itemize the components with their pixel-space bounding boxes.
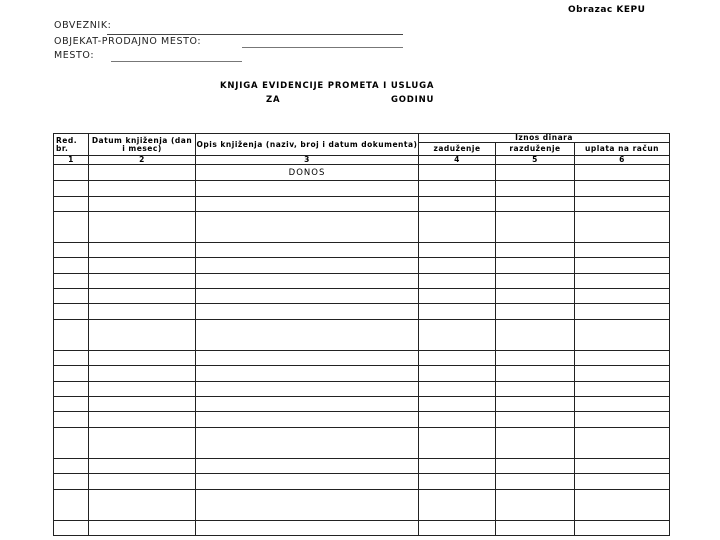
cell[interactable] (419, 243, 496, 258)
taxpayer-label: OBVEZNIK: (54, 20, 112, 31)
year-label: GODINU (391, 95, 435, 105)
cell[interactable] (419, 382, 496, 397)
cell[interactable] (575, 212, 670, 243)
cell[interactable] (196, 459, 419, 474)
cell[interactable] (496, 397, 575, 412)
cell[interactable] (496, 258, 575, 274)
cell[interactable] (575, 351, 670, 366)
place-label: MESTO: (54, 50, 95, 61)
cell[interactable] (196, 212, 419, 243)
cell[interactable] (419, 258, 496, 274)
table-row (54, 382, 670, 397)
table-row (54, 197, 670, 212)
cell[interactable] (575, 165, 670, 181)
table-row (54, 521, 670, 536)
cell[interactable] (575, 274, 670, 289)
cell[interactable] (196, 289, 419, 304)
cell[interactable] (196, 351, 419, 366)
cell[interactable] (196, 412, 419, 428)
cell[interactable] (575, 474, 670, 490)
cell[interactable] (419, 366, 496, 382)
cell[interactable] (196, 428, 419, 459)
cell[interactable] (89, 428, 196, 459)
header-credit: razduženje (496, 143, 575, 156)
cell[interactable] (419, 351, 496, 366)
table-row (54, 490, 670, 521)
cell[interactable] (196, 397, 419, 412)
cell[interactable] (89, 165, 196, 181)
cell[interactable] (89, 274, 196, 289)
table-row (54, 258, 670, 274)
cell[interactable] (575, 289, 670, 304)
table-row (54, 428, 670, 459)
cell[interactable] (496, 212, 575, 243)
cell[interactable] (54, 258, 89, 274)
cell[interactable] (89, 197, 196, 212)
cell[interactable] (575, 412, 670, 428)
cell[interactable] (196, 274, 419, 289)
cell[interactable] (575, 397, 670, 412)
header-no: Red. br. (54, 134, 89, 156)
header-date: Datum knjiženja (dan i mesec) (89, 134, 196, 156)
premises-input-line[interactable] (242, 47, 403, 48)
cell[interactable] (196, 320, 419, 351)
cell[interactable] (575, 382, 670, 397)
cell[interactable] (496, 382, 575, 397)
cell[interactable] (54, 289, 89, 304)
cell[interactable] (89, 304, 196, 320)
cell[interactable] (496, 320, 575, 351)
header-debit: zaduženje (419, 143, 496, 156)
cell[interactable] (89, 243, 196, 258)
col-number: 2 (89, 156, 196, 165)
cell[interactable] (496, 474, 575, 490)
cell[interactable] (419, 428, 496, 459)
cell[interactable] (575, 521, 670, 536)
cell[interactable] (54, 459, 89, 474)
cell[interactable] (496, 351, 575, 366)
cell[interactable] (89, 490, 196, 521)
cell[interactable] (196, 474, 419, 490)
cell[interactable] (496, 197, 575, 212)
header-payment: uplata na račun (575, 143, 670, 156)
table-row (54, 351, 670, 366)
cell[interactable] (575, 197, 670, 212)
col-number: 3 (196, 156, 419, 165)
cell[interactable] (575, 366, 670, 382)
cell[interactable] (54, 382, 89, 397)
cell[interactable] (89, 181, 196, 197)
ledger-table (53, 133, 670, 536)
cell[interactable] (496, 459, 575, 474)
cell[interactable] (89, 351, 196, 366)
taxpayer-input-line[interactable] (107, 34, 403, 35)
cell[interactable] (89, 412, 196, 428)
cell[interactable] (496, 165, 575, 181)
table-row (54, 274, 670, 289)
cell[interactable] (89, 521, 196, 536)
cell[interactable] (89, 474, 196, 490)
cell[interactable] (496, 366, 575, 382)
cell[interactable] (89, 258, 196, 274)
cell[interactable] (419, 397, 496, 412)
premises-label: OBJEKAT-PRODAJNO MESTO: (54, 36, 202, 47)
cell[interactable] (196, 243, 419, 258)
table-row (54, 397, 670, 412)
table-row (54, 181, 670, 197)
cell[interactable] (54, 351, 89, 366)
cell[interactable] (496, 412, 575, 428)
for-label: ZA (266, 95, 281, 105)
cell[interactable] (496, 289, 575, 304)
table-row (54, 289, 670, 304)
cell[interactable] (419, 212, 496, 243)
table-row (54, 304, 670, 320)
cell[interactable] (89, 382, 196, 397)
cell[interactable] (89, 366, 196, 382)
cell[interactable] (496, 521, 575, 536)
cell[interactable] (89, 459, 196, 474)
table-row (54, 212, 670, 243)
col-number: 4 (419, 156, 496, 165)
cell[interactable] (196, 521, 419, 536)
cell[interactable] (419, 304, 496, 320)
cell[interactable] (196, 181, 419, 197)
table-row (54, 243, 670, 258)
cell[interactable] (419, 289, 496, 304)
cell[interactable] (196, 304, 419, 320)
cell[interactable] (575, 181, 670, 197)
cell[interactable] (54, 474, 89, 490)
cell[interactable] (575, 459, 670, 474)
cell[interactable] (419, 412, 496, 428)
cell[interactable] (575, 428, 670, 459)
cell[interactable] (89, 212, 196, 243)
place-input-line[interactable] (111, 61, 242, 62)
cell[interactable] (496, 274, 575, 289)
table-row (54, 412, 670, 428)
cell[interactable] (575, 258, 670, 274)
cell[interactable] (419, 165, 496, 181)
cell[interactable] (419, 274, 496, 289)
cell[interactable] (419, 320, 496, 351)
carry-over-row (54, 165, 670, 181)
cell[interactable] (54, 274, 89, 289)
cell[interactable] (54, 428, 89, 459)
cell[interactable] (575, 304, 670, 320)
cell[interactable] (496, 490, 575, 521)
col-number: 6 (575, 156, 670, 165)
cell[interactable] (419, 181, 496, 197)
header-desc: Opis knjiženja (naziv, broj i datum dokumenta) (196, 134, 419, 156)
cell[interactable] (196, 258, 419, 274)
cell[interactable] (89, 397, 196, 412)
cell[interactable] (54, 320, 89, 351)
carry-over-label: DONOS (196, 165, 419, 181)
cell[interactable] (89, 289, 196, 304)
cell[interactable] (54, 304, 89, 320)
cell[interactable] (196, 382, 419, 397)
cell[interactable] (54, 397, 89, 412)
header-amount: Iznos dinara (419, 134, 670, 143)
cell[interactable] (54, 412, 89, 428)
cell[interactable] (496, 428, 575, 459)
table-row (54, 474, 670, 490)
form-code: Obrazac KEPU (568, 5, 646, 15)
table-row (54, 320, 670, 351)
cell[interactable] (419, 490, 496, 521)
cell[interactable] (496, 304, 575, 320)
cell[interactable] (496, 181, 575, 197)
cell[interactable] (575, 243, 670, 258)
cell[interactable] (419, 197, 496, 212)
cell[interactable] (54, 521, 89, 536)
cell[interactable] (54, 165, 89, 181)
cell[interactable] (419, 459, 496, 474)
cell[interactable] (419, 521, 496, 536)
table-row (54, 366, 670, 382)
cell[interactable] (496, 243, 575, 258)
cell[interactable] (54, 490, 89, 521)
cell[interactable] (54, 212, 89, 243)
cell[interactable] (575, 490, 670, 521)
cell[interactable] (419, 474, 496, 490)
cell[interactable] (196, 490, 419, 521)
cell[interactable] (196, 366, 419, 382)
cell[interactable] (54, 366, 89, 382)
book-title: KNJIGA EVIDENCIJE PROMETA I USLUGA (220, 81, 435, 91)
cell[interactable] (89, 320, 196, 351)
table-row (54, 459, 670, 474)
cell[interactable] (54, 243, 89, 258)
cell[interactable] (54, 181, 89, 197)
col-number: 5 (496, 156, 575, 165)
cell[interactable] (196, 197, 419, 212)
cell[interactable] (575, 320, 670, 351)
cell[interactable] (54, 197, 89, 212)
col-number: 1 (54, 156, 89, 165)
